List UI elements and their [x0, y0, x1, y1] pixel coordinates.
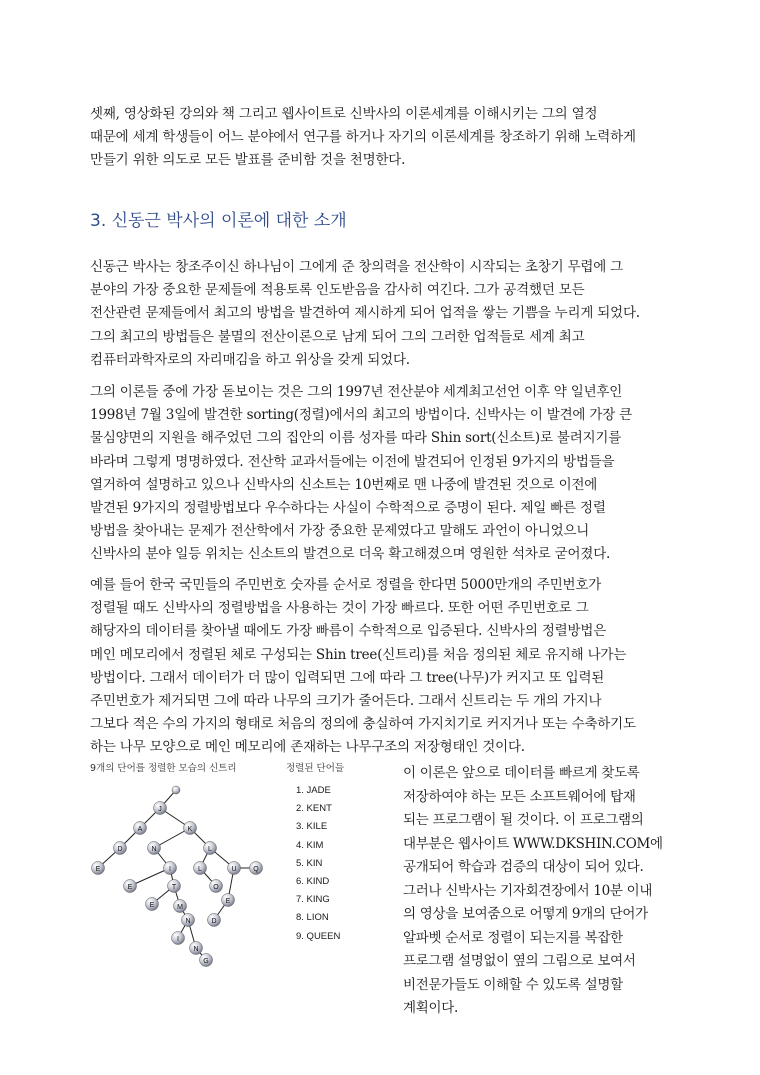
tree-node-label: U	[231, 865, 237, 873]
sorted-words-list	[296, 782, 340, 946]
tree-node-label: E	[127, 883, 133, 891]
tree-node	[174, 900, 187, 913]
shin-tree-figure	[82, 760, 382, 970]
text-line: 컴퓨터과학자로의 자리매김을 하고 위상을 갖게 되었다.	[90, 351, 410, 368]
tree-node	[148, 842, 161, 855]
text-line: 그의 이론들 중에 가장 돋보이는 것은 그의 1997년 전산분야 세계최고선언 이후 약 일년후인	[90, 384, 623, 400]
text-line: 신동근 박사는 창조주이신 하나님이 그에게 준 창의력을 전산학이 시작되는 초창기 무렵에 그	[90, 259, 623, 275]
text-line: 하는 나무 모양으로 메인 메모리에 존재하는 나무구조의 저장형태인 것이다.	[90, 739, 525, 756]
text-line: 의 영상을 보여줌으로 어떻게 9개의 단어가	[403, 906, 648, 922]
text-line: 발견된 9가지의 정렬방법보다 우수하다는 사실이 수학적으로 증명이 된다. 제일 빠른 정렬	[90, 500, 606, 517]
tree-node	[194, 862, 207, 875]
text-line: 알파벳 순서로 정렬이 되는지를 복잡한	[403, 929, 623, 946]
intro-paragraph	[90, 103, 680, 173]
tree-node	[134, 822, 147, 835]
list-item: 6. KIND	[296, 875, 330, 887]
text-line: 이 이론은 앞으로 데이터를 빠르게 찾도록	[403, 765, 640, 781]
tree-node-label: E	[225, 897, 231, 905]
paragraph-2	[90, 381, 680, 567]
text-line: 주민번호가 제거되면 그에 따라 나무의 크기가 줄어든다. 그래서 신트리는 두 개의 가지나	[90, 693, 602, 710]
tree-node	[200, 954, 213, 967]
side-paragraph	[403, 762, 681, 1021]
list-item: 7. KING	[296, 894, 330, 906]
text-line: 1998년 7월 3일에 발견한 sorting(정렬)에서의 최고의 방법이다. 신박사는 이 발견에 가장 큰	[90, 407, 632, 424]
figure-title: 9개의 단어를 정렬한 모습의 신트리	[90, 763, 237, 774]
list-item: 2. KENT	[296, 803, 332, 815]
tree-node-label: I	[169, 865, 171, 873]
tree-node	[172, 932, 185, 945]
text-line: 전산관련 문제들에서 최고의 방법을 발견하여 제시하게 되어 업적을 쌓는 기쁨을 누리게 되었다.	[90, 305, 640, 322]
tree-node	[184, 822, 197, 835]
section-heading: 3. 신동근 박사의 이론에 대한 소개	[90, 211, 347, 231]
tree-node-label: G	[203, 957, 209, 965]
text-line: 물심양면의 지원을 해주었던 그의 집안의 이름 성자를 따라 Shin sort(신소트)로 불려지기를	[90, 430, 622, 447]
text-line: 그의 최고의 방법들은 불멸의 전산이론으로 남게 되어 그의 그러한 업적들로 세계 최고	[90, 328, 585, 345]
text-line: 신박사의 분야 일등 위치는 신소트의 발견으로 더욱 확고해졌으며 영원한 석차로 굳어졌다.	[90, 546, 611, 563]
text-line: 예를 들어 한국 국민들의 주민번호 숫자를 순서로 정렬을 한다면 5000만개의 주민번호가	[90, 577, 602, 593]
text-line: 프로그램 설명없이 옆의 그림으로 보여서	[403, 953, 636, 969]
tree-node-label: L	[208, 845, 212, 853]
text-line: 비전문가들도 이해할 수 있도록 설명할	[403, 976, 623, 993]
text-line: 공개되어 학습과 검증의 대상이 되어 있다.	[403, 859, 644, 875]
tree-node	[124, 880, 137, 893]
tree-node	[154, 802, 167, 815]
text-line: 메인 메모리에서 정렬된 체로 구성되는 Shin tree(신트리)를 처음 정의된 체로 유지해 나가는	[90, 646, 627, 663]
text-line: 되는 프로그램이 될 것이다. 이 프로그램의	[403, 812, 644, 828]
text-line: 그러나 신박사는 기자회견장에서 10분 이내	[403, 882, 653, 899]
tree-node-label: I	[177, 935, 179, 943]
tree-node	[250, 862, 263, 875]
tree-node-label: N	[193, 945, 199, 953]
tree-node-label: N	[151, 845, 157, 853]
text-line: 그보다 적은 수의 가지의 형태로 처음의 정의에 충실하여 가지치기로 커지거나 또는 수축하기도	[90, 716, 636, 733]
tree-node-label: T	[171, 883, 177, 891]
text-line: 방법이다. 그래서 데이터가 더 많이 입력되면 그에 따라 그 tree(나무)가 커지고 또 입력된	[90, 669, 605, 686]
tree-node-label: D	[117, 845, 123, 853]
tree-node	[228, 862, 241, 875]
text-line: 해당자의 데이터를 찾아낼 때에도 가장 빠름이 수학적으로 입증된다. 신박사의 정렬방법은	[90, 623, 607, 640]
tree-node-circle	[172, 786, 180, 794]
list-item: 4. KIM	[296, 839, 324, 851]
tree-node-label: E	[149, 901, 155, 909]
text-line: 때문에 세계 학생들이 어느 분야에서 연구를 하거나 자기의 이론세계를 창조하기 위해 노력하게	[90, 129, 636, 146]
tree-node	[208, 914, 221, 927]
tree-node-label: L	[198, 865, 202, 873]
tree-node-label: O	[213, 883, 219, 891]
tree-node-label: N	[185, 917, 191, 925]
sorted-words-title: 정렬된 단어들	[286, 763, 345, 774]
shin-tree-diagram	[82, 772, 282, 970]
list-item: 3. KILE	[296, 821, 328, 833]
text-line: 방법을 찾아내는 문제가 전산학에서 가장 중요한 문제였다고 말해도 과언이 아니었으니	[90, 523, 590, 540]
tree-node-label: J	[158, 805, 162, 813]
tree-node	[114, 842, 127, 855]
text-line: 정렬될 때도 신박사의 정렬방법을 사용하는 것이 가장 빠르다. 또한 어떤 주민번호로 그	[90, 600, 589, 617]
tree-node	[164, 862, 177, 875]
tree-node	[190, 942, 203, 955]
text-line: 셋째, 영상화된 강의와 책 그리고 웹사이트로 신박사의 이론세계를 이해시키는 그의 열정	[90, 106, 598, 122]
text-line: 만들기 위한 의도로 모든 발표를 준비함 것을 천명한다.	[90, 152, 406, 169]
text-line: 대부분은 웹사이트 WWW.DKSHIN.COM에	[403, 835, 663, 852]
tree-node	[92, 862, 105, 875]
tree-node-label: E	[95, 865, 101, 873]
text-line: 저장하여야 하는 모든 소프트웨어에 탑재	[403, 788, 636, 805]
tree-node	[182, 914, 195, 927]
tree-node	[146, 898, 159, 911]
tree-node-label: M	[177, 903, 183, 911]
tree-node	[168, 880, 181, 893]
paragraph-3	[90, 574, 680, 760]
list-item: 8. LION	[296, 912, 329, 924]
list-item: 9. QUEEN	[296, 930, 341, 942]
tree-node	[210, 880, 223, 893]
paragraph-1	[90, 256, 680, 372]
text-line: 계획이다.	[403, 1000, 458, 1016]
tree-node-label: Q	[253, 865, 259, 873]
text-line: 바라며 그렇게 명명하였다. 전산학 교과서들에는 이전에 발견되어 인정된 9가지의 방법들을	[90, 453, 615, 470]
list-item: 1. JADE	[296, 785, 331, 796]
tree-node	[204, 842, 217, 855]
tree-node-label: A	[137, 825, 143, 833]
text-line: 열거하여 설명하고 있으나 신박사의 신소트는 10번째로 맨 나중에 발견된 것으로 이전에	[90, 476, 598, 493]
tree-node-label: D	[211, 917, 217, 925]
tree-node-label: K	[187, 825, 193, 833]
tree-node	[222, 894, 235, 907]
text-line: 분야의 가장 중요한 문제들에 적용토록 인도받음을 감사히 여긴다. 그가 공격했던 모든	[90, 282, 585, 299]
list-item: 5. KIN	[296, 857, 323, 869]
tree-root-node	[172, 786, 180, 794]
